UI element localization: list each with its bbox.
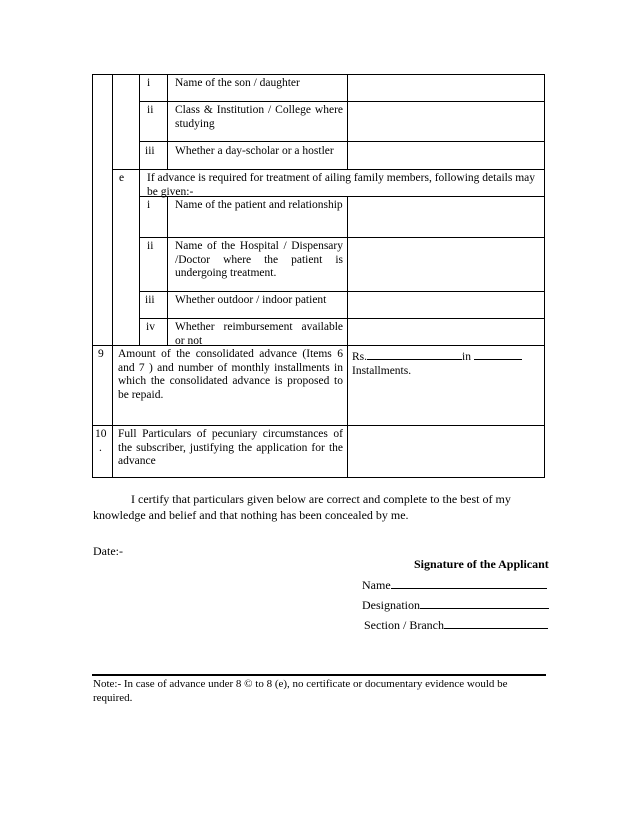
value-field-reimbursement[interactable] xyxy=(349,320,543,344)
footer-note: Note:- In case of advance under 8 © to 8 (e), no certificate or documentary evidence would be required. xyxy=(93,678,508,704)
col-divider-value-a xyxy=(347,74,348,169)
certification-text: I certify that particulars given below are correct and complete to the best of my knowledge and belief and that nothing has been concealed by me. xyxy=(93,492,511,522)
item-number: 10 . xyxy=(95,428,107,454)
col-divider-roman-a xyxy=(167,74,168,169)
repayment-value xyxy=(352,348,542,378)
roman-numeral: iii xyxy=(145,145,155,157)
sub-item-letter: e xyxy=(119,172,125,184)
roman-numeral: ii xyxy=(147,240,154,252)
value-field-son-name[interactable] xyxy=(349,76,543,100)
value-field-patient-name[interactable] xyxy=(349,198,543,236)
row-label: Whether reimbursement available or not xyxy=(175,321,343,347)
row-label: Class & Institution / College where studying xyxy=(175,104,343,130)
col-divider-sub xyxy=(139,74,140,345)
row-line xyxy=(139,237,545,238)
currency-prefix: Rs. xyxy=(352,351,368,363)
row-label: Name of the patient and relationship xyxy=(175,199,343,211)
designation-label: Designation xyxy=(362,598,420,612)
signature-title: Signature of the Applicant xyxy=(414,557,549,571)
date-label: Date:- xyxy=(93,544,123,558)
row-label: Name of the son / daughter xyxy=(175,77,300,89)
installments-label: Installments. xyxy=(352,364,412,377)
table-border-right xyxy=(544,74,545,478)
row-line xyxy=(139,141,545,142)
row-label: If advance is required for treatment of ailing family members, following details may be given:- xyxy=(147,172,535,198)
section-label: Section / Branch xyxy=(364,618,444,632)
table-border-top xyxy=(92,74,545,75)
value-field-patient-type[interactable] xyxy=(349,293,543,317)
row-line xyxy=(139,291,545,292)
row-label: Whether a day-scholar or a hostler xyxy=(175,145,334,157)
in-label: in xyxy=(462,351,471,363)
col-divider-roman-b xyxy=(167,196,168,345)
col-divider-value-b xyxy=(347,196,348,478)
roman-numeral: i xyxy=(147,77,151,89)
value-field-institution[interactable] xyxy=(349,103,543,140)
item-number: 9 xyxy=(98,348,104,360)
row-label: Whether outdoor / indoor patient xyxy=(175,294,327,306)
name-label: Name xyxy=(362,578,391,592)
section-blank[interactable] xyxy=(444,617,548,629)
table-border-bottom xyxy=(92,477,545,478)
name-blank[interactable] xyxy=(391,577,547,589)
value-field-hospital[interactable] xyxy=(349,239,543,290)
row-label: Full Particulars of pecuniary circumstances of the subscriber, justifying the application for the advance xyxy=(118,428,343,467)
row-line xyxy=(92,425,545,426)
table-border-left xyxy=(92,74,93,478)
row-label: Amount of the consolidated advance (Items 6 and 7 ) and number of monthly installments in which the consolidated advance is proposed to be repaid. xyxy=(118,348,343,401)
value-field-pecuniary[interactable] xyxy=(349,427,543,476)
row-line xyxy=(139,318,545,319)
installments-blank[interactable] xyxy=(474,348,522,360)
note-divider xyxy=(92,674,546,676)
row-line xyxy=(139,101,545,102)
amount-blank[interactable] xyxy=(367,348,462,360)
section-line xyxy=(364,617,548,633)
roman-numeral: iv xyxy=(146,321,155,333)
row-line xyxy=(112,169,545,170)
col-divider-num xyxy=(112,74,113,478)
roman-numeral: iii xyxy=(145,294,155,306)
designation-line xyxy=(362,597,549,613)
value-field-scholar-type[interactable] xyxy=(349,143,543,168)
name-line xyxy=(362,577,547,593)
roman-numeral: ii xyxy=(147,104,154,116)
row-label: Name of the Hospital / Dispensary /Doctor where the patient is undergoing treatment. xyxy=(175,240,343,279)
roman-numeral: i xyxy=(147,199,151,211)
item-number-dot: . xyxy=(99,441,102,454)
designation-blank[interactable] xyxy=(420,597,549,609)
